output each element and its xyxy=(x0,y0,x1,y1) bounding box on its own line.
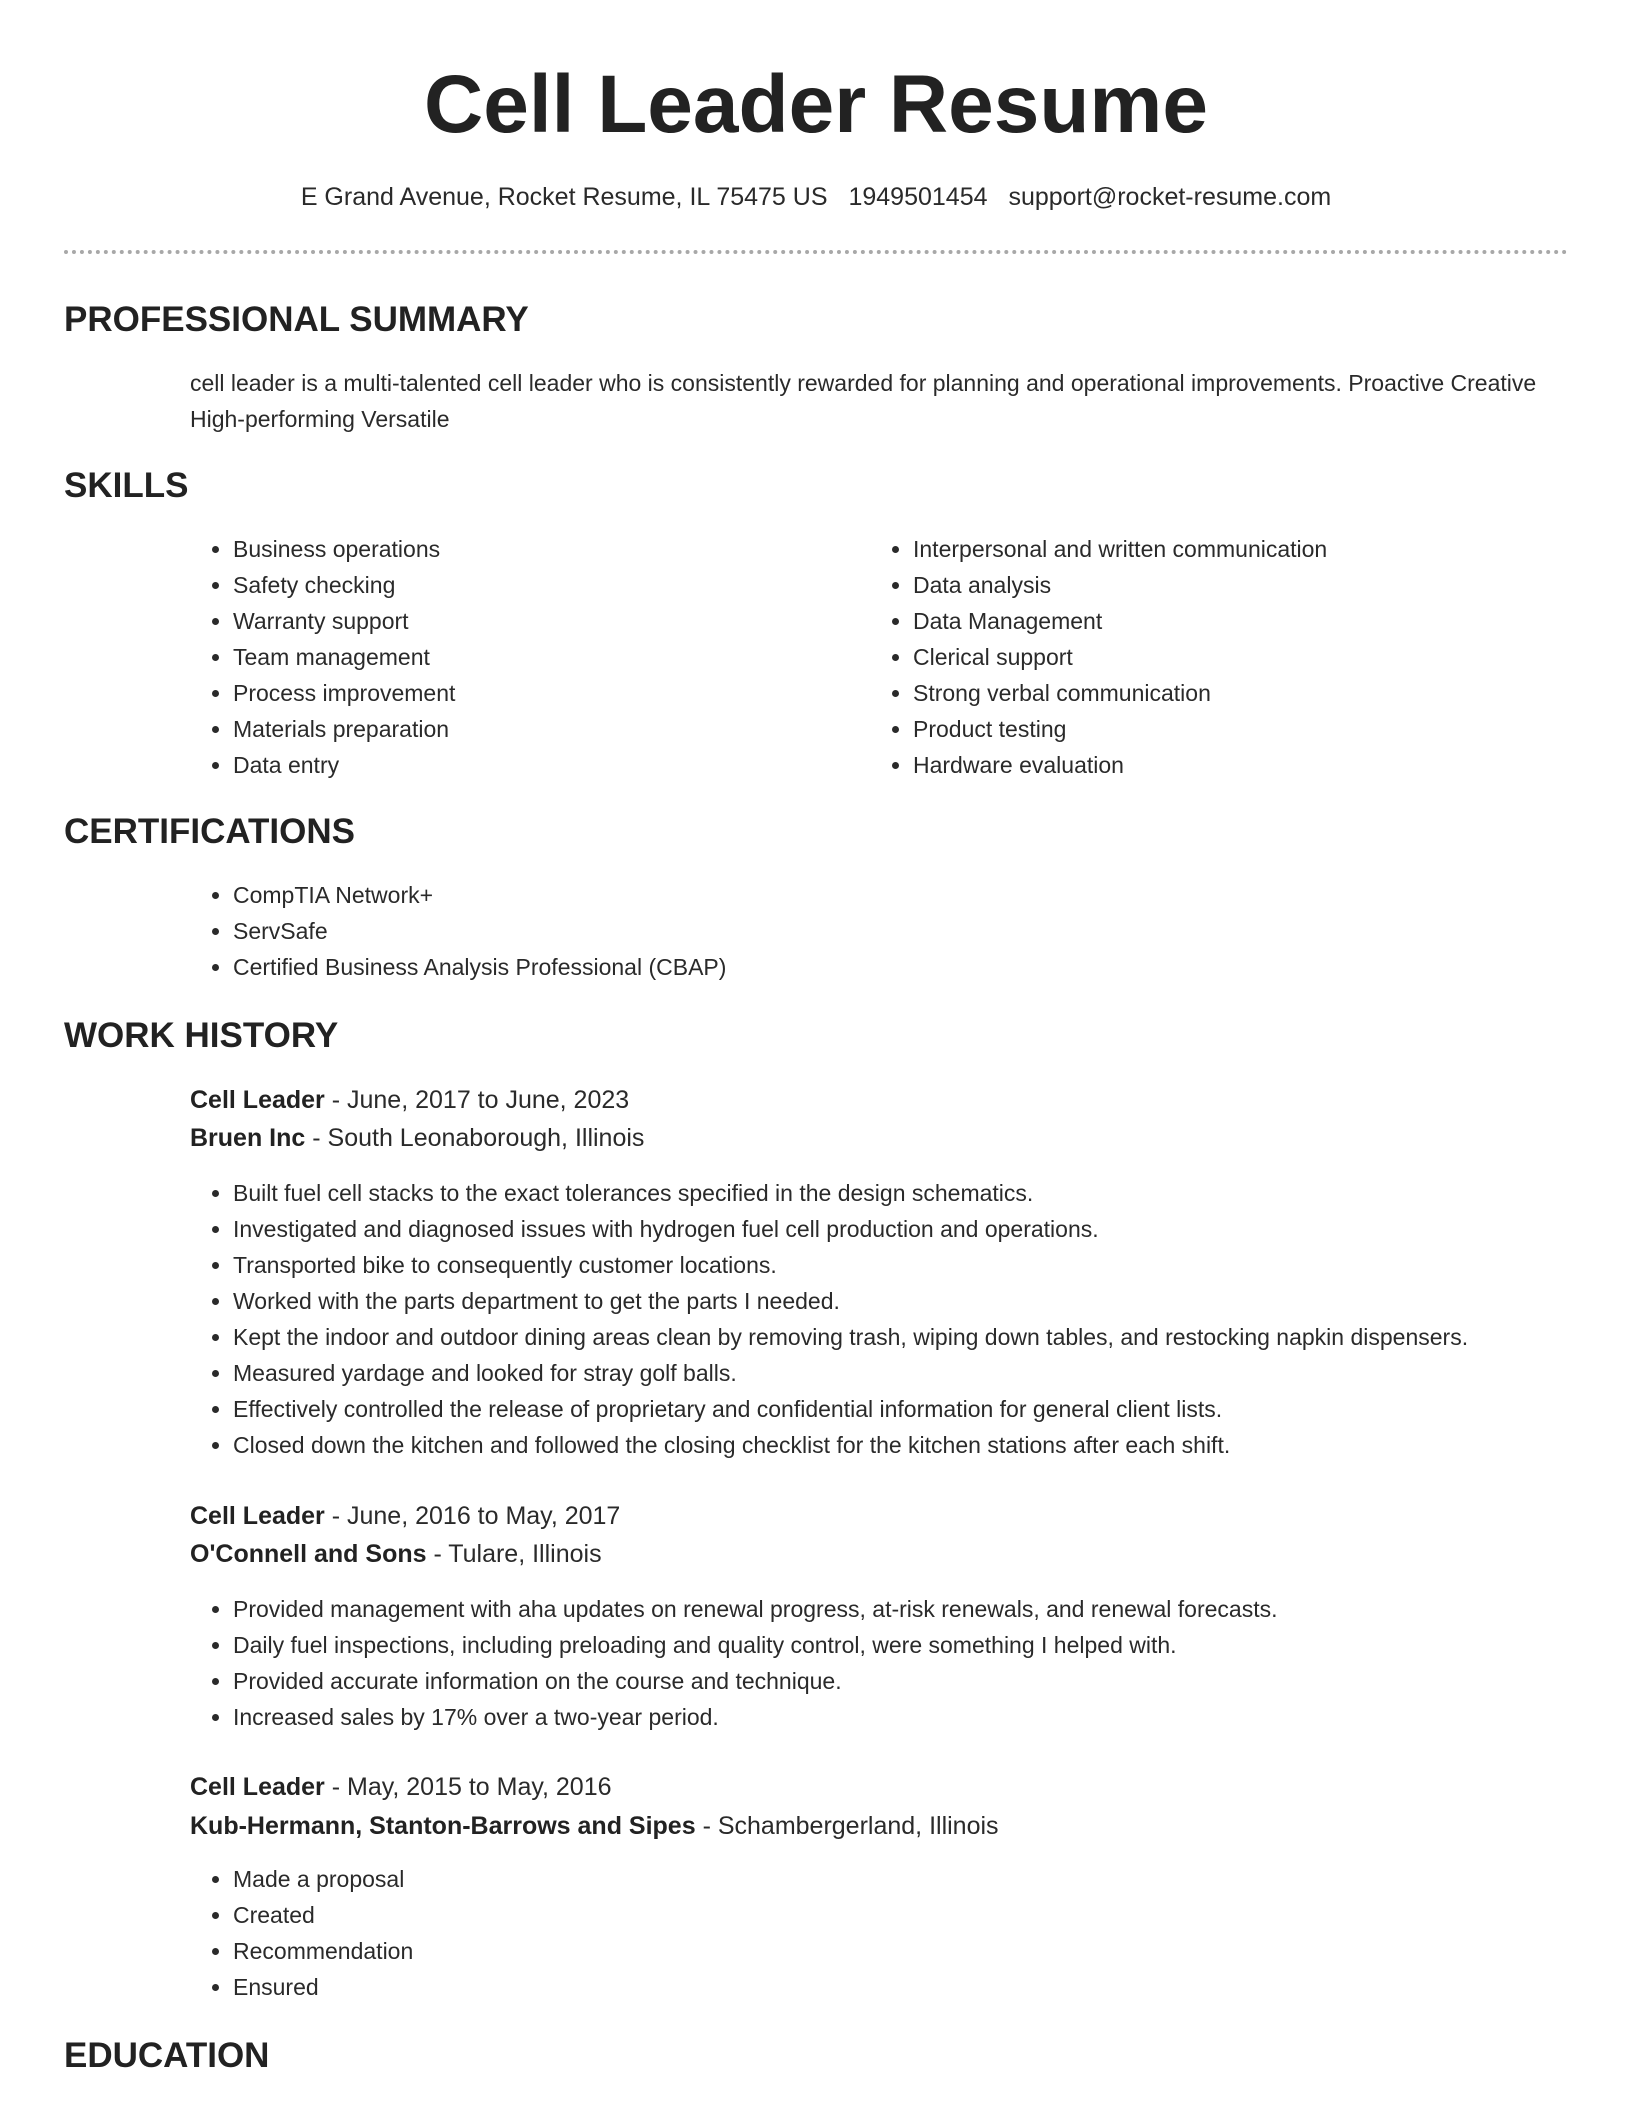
list-item: • Provided accurate information on the course and technique. xyxy=(233,1663,1632,1699)
list-item: • Team management xyxy=(233,639,833,675)
list-item: • Made a proposal xyxy=(233,1861,1632,1897)
contact-address: E Grand Avenue, Rocket Resume, IL 75475 US xyxy=(300,183,828,211)
job-location: - Schambergerland, Illinois xyxy=(695,1812,999,1840)
list-item: • Measured yardage and looked for stray golf balls. xyxy=(233,1355,1632,1391)
job-dates: - June, 2016 to May, 2017 xyxy=(324,1502,621,1530)
list-item: • Data Management xyxy=(913,603,1593,639)
job-company-line xyxy=(190,1808,999,1844)
job-company: O'Connell and Sons xyxy=(190,1540,427,1568)
list-item: • Investigated and diagnosed issues with hydrogen fuel cell production and operations. xyxy=(233,1211,1632,1247)
summary-text: cell leader is a multi-talented cell leader who is consistently rewarded for planning and operational improvements. Proactive Creative High-performing Versatile xyxy=(190,370,1537,432)
list-item: • Ensured xyxy=(233,1969,1632,2005)
contact-line xyxy=(0,180,1632,214)
list-item: • Daily fuel inspections, including preloading and quality control, were something I helped with. xyxy=(233,1627,1632,1663)
list-item: • Hardware evaluation xyxy=(913,747,1593,783)
job-company-line xyxy=(190,1536,602,1572)
resume-title: Cell Leader Resume xyxy=(424,59,1208,150)
list-item: • Process improvement xyxy=(233,675,833,711)
job-bullets xyxy=(190,1861,1632,2005)
contact-phone: 1949501454 xyxy=(848,183,988,211)
job-title-line xyxy=(190,1769,612,1805)
list-item: • Product testing xyxy=(913,711,1593,747)
header-divider xyxy=(64,250,1568,254)
job-bullets xyxy=(190,1175,1632,1463)
summary-heading: PROFESSIONAL SUMMARY xyxy=(64,300,529,339)
job-company: Kub-Hermann, Stanton-Barrows and Sipes xyxy=(190,1812,696,1840)
list-item: • Safety checking xyxy=(233,567,833,603)
job-company-line xyxy=(190,1120,644,1156)
list-item: • Closed down the kitchen and followed the closing checklist for the kitchen stations after each shift. xyxy=(233,1427,1632,1463)
list-item: • Warranty support xyxy=(233,603,833,639)
skills-list-left xyxy=(190,531,833,783)
list-item: • Business operations xyxy=(233,531,833,567)
job-title-line xyxy=(190,1498,620,1534)
job-title: Cell Leader xyxy=(190,1502,325,1530)
list-item: • Clerical support xyxy=(913,639,1593,675)
list-item: • Created xyxy=(233,1897,1632,1933)
certifications-list xyxy=(190,877,1533,985)
list-item: • Transported bike to consequently customer locations. xyxy=(233,1247,1632,1283)
job-company: Bruen Inc xyxy=(190,1124,306,1152)
job-bullets xyxy=(190,1591,1632,1735)
list-item: • Worked with the parts department to get the parts I needed. xyxy=(233,1283,1632,1319)
list-item: • Materials preparation xyxy=(233,711,833,747)
list-item: • Effectively controlled the release of proprietary and confidential information for general client lists. xyxy=(233,1391,1632,1427)
contact-email: support@rocket-resume.com xyxy=(1008,183,1332,211)
list-item: • Increased sales by 17% over a two-year period. xyxy=(233,1699,1632,1735)
list-item: • Data analysis xyxy=(913,567,1593,603)
job-dates: - June, 2017 to June, 2023 xyxy=(324,1086,630,1114)
list-item: • CompTIA Network+ xyxy=(233,877,1533,913)
list-item: • Strong verbal communication xyxy=(913,675,1593,711)
list-item: • Recommendation xyxy=(233,1933,1632,1969)
list-item: • ServSafe xyxy=(233,913,1533,949)
list-item: • Certified Business Analysis Professional (CBAP) xyxy=(233,949,1533,985)
education-heading: EDUCATION xyxy=(64,2036,270,2075)
skills-list-right xyxy=(870,531,1593,783)
list-item: • Built fuel cell stacks to the exact tolerances specified in the design schematics. xyxy=(233,1175,1632,1211)
job-dates: - May, 2015 to May, 2016 xyxy=(324,1773,612,1801)
job-location: - South Leonaborough, Illinois xyxy=(305,1124,645,1152)
work-history-heading: WORK HISTORY xyxy=(64,1016,339,1055)
skills-heading: SKILLS xyxy=(64,466,189,505)
list-item: • Interpersonal and written communication xyxy=(913,531,1593,567)
certifications-heading: CERTIFICATIONS xyxy=(64,812,356,851)
list-item: • Provided management with aha updates on renewal progress, at-risk renewals, and renewal forecasts. xyxy=(233,1591,1632,1627)
job-title-line xyxy=(190,1082,629,1118)
list-item: • Kept the indoor and outdoor dining areas clean by removing trash, wiping down tables, and restocking napkin dispensers. xyxy=(233,1319,1632,1355)
list-item: • Data entry xyxy=(233,747,833,783)
job-location: - Tulare, Illinois xyxy=(426,1540,602,1568)
job-title: Cell Leader xyxy=(190,1773,325,1801)
job-title: Cell Leader xyxy=(190,1086,325,1114)
